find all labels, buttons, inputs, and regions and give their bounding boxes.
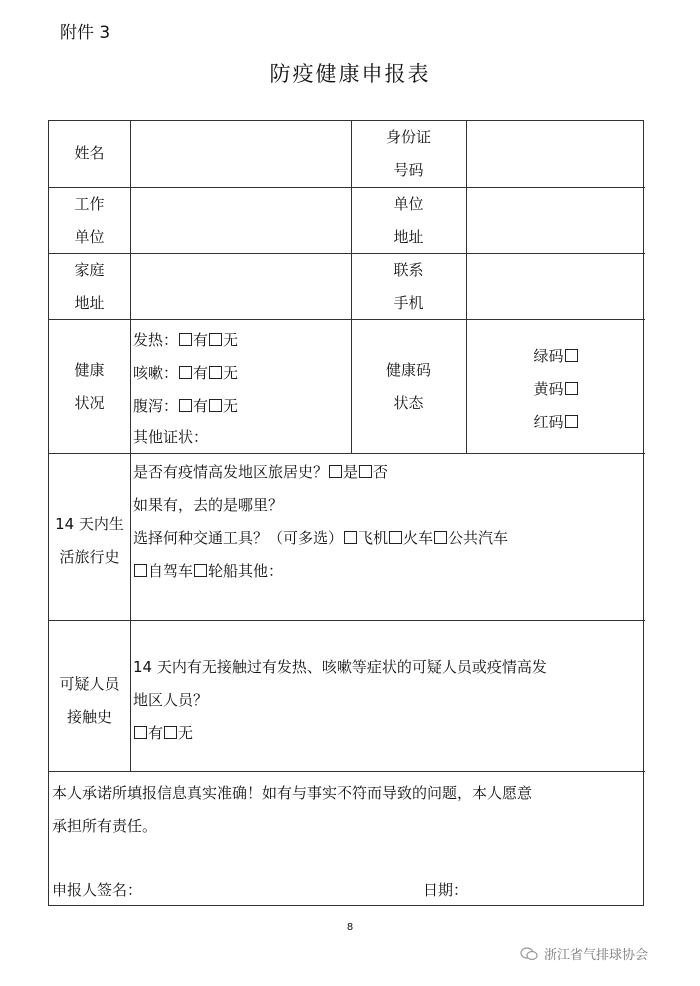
checkbox-icon[interactable] xyxy=(434,531,447,544)
other-symptoms-row: 其他证状： xyxy=(133,428,209,446)
declaration-form xyxy=(48,120,644,906)
form-title: 防疫健康申报表 xyxy=(269,62,431,86)
page-number: 8 xyxy=(346,922,354,933)
contact-history-label: 可疑人员 接触史 xyxy=(59,675,120,726)
declaration-line: 承担所有责任。 xyxy=(52,817,158,835)
health-code-green: 绿码 xyxy=(467,340,645,373)
health-code-red: 红码 xyxy=(467,406,645,439)
health-code-label: 健康码 状态 xyxy=(385,361,431,412)
unit-address-label: 单位 地址 xyxy=(393,195,424,246)
work-unit-label: 工作 单位 xyxy=(74,195,105,246)
health-code-yellow: 黄码 xyxy=(467,373,645,406)
id-number-label: 身份证 号码 xyxy=(385,128,431,179)
health-label: 健康 状况 xyxy=(74,361,105,412)
travel-history-label: 14 天内生 活旅行史 xyxy=(55,515,124,566)
contact-phone-label: 联系 手机 xyxy=(393,261,424,312)
name-label: 姓名 xyxy=(74,144,105,162)
unit-address-field[interactable] xyxy=(467,188,645,253)
watermark xyxy=(520,944,648,963)
health-code-options xyxy=(467,340,645,439)
row-divider xyxy=(49,319,645,320)
fever-row: 发热： 有 无 xyxy=(133,331,239,349)
checkbox-icon[interactable] xyxy=(389,531,402,544)
checkbox-icon[interactable] xyxy=(209,366,222,379)
name-field[interactable] xyxy=(131,121,351,187)
row-divider xyxy=(49,620,645,621)
travel-q3: 选择何种交通工具？（可多选） 飞机 火车 公共汽车 xyxy=(133,529,509,547)
checkbox-icon[interactable] xyxy=(329,465,342,478)
row-divider xyxy=(49,771,645,772)
declaration-text xyxy=(52,777,642,843)
home-address-label: 家庭 地址 xyxy=(74,261,105,312)
id-number-field[interactable] xyxy=(467,121,645,187)
cough-row: 咳嗽： 有 无 xyxy=(133,364,239,382)
chat-bubble-icon xyxy=(520,947,538,961)
date-label: 日期： xyxy=(423,881,469,899)
date-field[interactable] xyxy=(473,874,633,904)
checkbox-icon[interactable] xyxy=(359,465,372,478)
checkbox-icon[interactable] xyxy=(344,531,357,544)
health-symptoms xyxy=(133,324,351,451)
checkbox-icon[interactable] xyxy=(565,415,578,428)
row-divider xyxy=(49,453,645,454)
checkbox-icon[interactable] xyxy=(179,399,192,412)
checkbox-icon[interactable] xyxy=(565,382,578,395)
checkbox-icon[interactable] xyxy=(194,564,207,577)
attachment-label: 附件 3 xyxy=(60,23,111,43)
signature-label: 申报人签名： xyxy=(52,881,143,899)
contact-answer: 有 无 xyxy=(133,717,643,750)
work-unit-field[interactable] xyxy=(131,188,351,253)
travel-q2: 如果有，去的是哪里？ xyxy=(133,496,284,514)
checkbox-icon[interactable] xyxy=(179,366,192,379)
watermark-text: 浙江省气排球协会 xyxy=(544,948,649,963)
checkbox-icon[interactable] xyxy=(179,333,192,346)
contact-phone-field[interactable] xyxy=(467,254,645,319)
travel-q1: 是否有疫情高发地区旅居史？ 是 否 xyxy=(133,463,389,481)
checkbox-icon[interactable] xyxy=(134,564,147,577)
checkbox-icon[interactable] xyxy=(134,726,147,739)
home-address-field[interactable] xyxy=(131,254,351,319)
declaration-line: 本人承诺所填报信息真实准确！如有与事实不符而导致的问题，本人愿意 xyxy=(52,784,533,802)
checkbox-icon[interactable] xyxy=(209,333,222,346)
checkbox-icon[interactable] xyxy=(565,349,578,362)
diarrhea-row: 腹泻： 有 无 xyxy=(133,397,239,415)
signature-field[interactable] xyxy=(147,874,407,904)
checkbox-icon[interactable] xyxy=(164,726,177,739)
checkbox-icon[interactable] xyxy=(209,399,222,412)
contact-question: 14 天内有无接触过有发热、咳嗽等症状的可疑人员或疫情高发 xyxy=(133,658,547,676)
travel-q3-cont: 自驾车 轮船其他： xyxy=(133,555,643,588)
contact-history-content xyxy=(133,651,643,750)
travel-history-content xyxy=(133,456,643,588)
contact-question-cont: 地区人员？ xyxy=(133,691,209,709)
